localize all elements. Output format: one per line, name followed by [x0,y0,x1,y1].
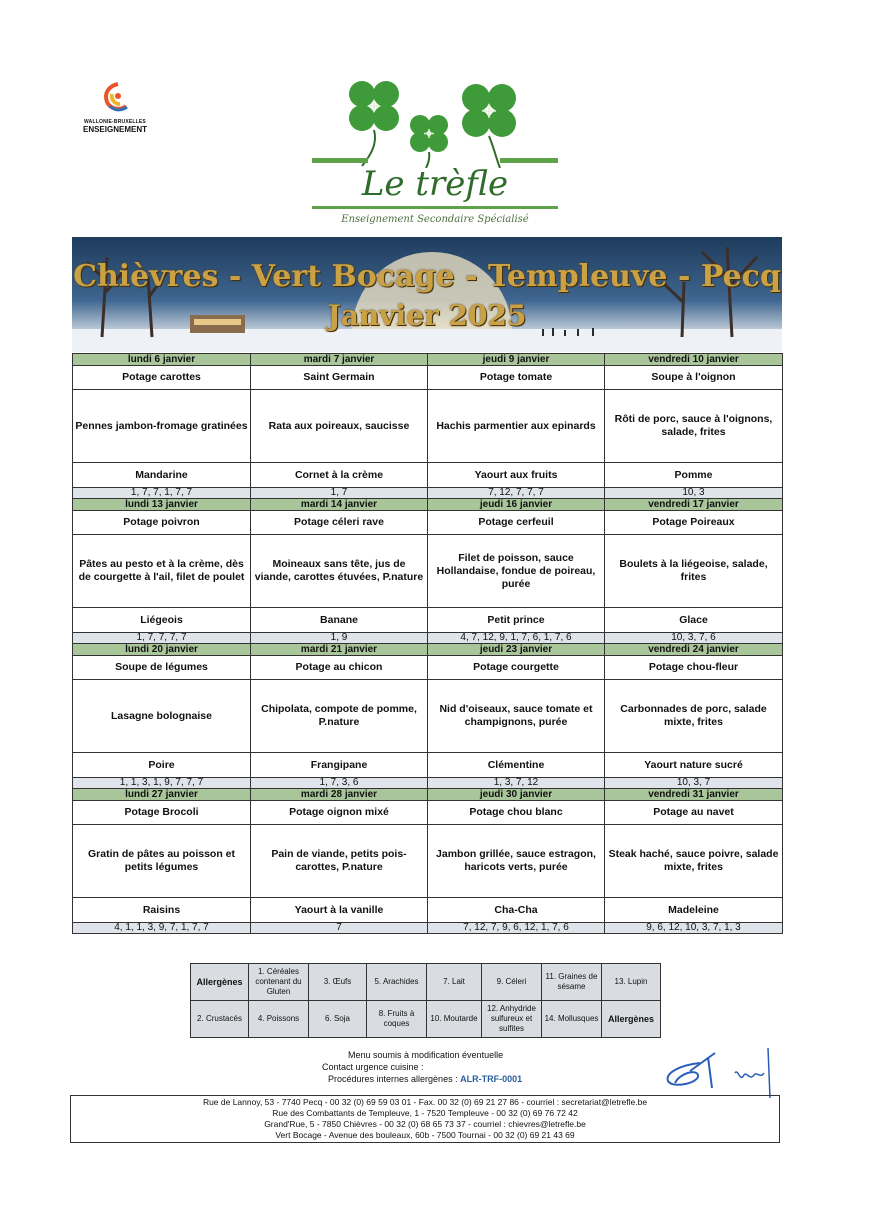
menu-main-cell: Pennes jambon-fromage gratinées [73,390,251,463]
menu-day-cell: jeudi 23 janvier [428,644,605,656]
menu-dessert-cell: Petit prince [428,608,605,633]
week-3-dessert-row [73,753,783,778]
week-2-allergens-row [73,633,783,644]
notes-contact: Contact urgence cuisine : [322,1062,424,1072]
menu-soup-cell: Potage Brocoli [73,801,251,825]
legend-allergen: 5. Arachides [367,964,427,1001]
notes-procedures-label: Procédures internes allergènes : [328,1074,458,1084]
menu-dessert-cell: Mandarine [73,463,251,488]
clover-icon [300,78,570,168]
menu-soup-cell: Potage tomate [428,366,605,390]
legend-allergen: 11. Graines de sésame [542,964,602,1001]
banner [72,237,782,352]
week-1-soup-row [73,366,783,390]
menu-dessert-cell: Raisins [73,898,251,923]
logo-bar-right [500,158,558,163]
menu-soup-cell: Potage chou-fleur [605,656,783,680]
menu-main-cell: Gratin de pâtes au poisson et petits légumes [73,825,251,898]
legend-allergen: 12. Anhydride sulfureux et sulfites [482,1001,542,1038]
menu-dessert-cell: Glace [605,608,783,633]
menu-main-cell: Carbonnades de porc, salade mixte, frites [605,680,783,753]
notes-procedures-ref: ALR-TRF-0001 [460,1074,523,1084]
legend-allergen: 3. Œufs [309,964,367,1001]
menu-main-cell: Rata aux poireaux, saucisse [251,390,428,463]
legend-row2 [191,1001,661,1038]
menu-allergens-cell: 1, 7 [251,488,428,499]
menu-day-cell: lundi 20 janvier [73,644,251,656]
menu-dessert-cell: Yaourt nature sucré [605,753,783,778]
menu-soup-cell: Potage chou blanc [428,801,605,825]
address-line: Grand'Rue, 5 - 7850 Chièvres - 00 32 (0) 68 65 73 37 - courriel : chievres@letrefle.be [264,1119,586,1129]
notes [300,1049,600,1085]
menu-soup-cell: Potage au chicon [251,656,428,680]
week-1-day-row [73,354,783,366]
menu-main-cell: Jambon grillée, sauce estragon, haricots verts, purée [428,825,605,898]
menu-day-cell: jeudi 16 janvier [428,499,605,511]
signature [660,1043,780,1103]
menu-allergens-cell: 7, 12, 7, 7, 7 [428,488,605,499]
logo-bar-bottom [312,206,558,209]
week-1-dessert-row [73,463,783,488]
menu-day-cell: mardi 21 janvier [251,644,428,656]
menu-allergens-cell: 9, 6, 12, 10, 3, 7, 1, 3 [605,923,783,934]
week-2-main-row [73,535,783,608]
legend-allergen: 6. Soja [309,1001,367,1038]
menu-soup-cell: Potage Poireaux [605,511,783,535]
week-4-soup-row [73,801,783,825]
menu-allergens-cell: 10, 3, 7, 6 [605,633,783,644]
address-line: Rue des Combattants de Templeuve, 1 - 7520 Templeuve - 00 32 (0) 69 76 72 42 [272,1108,578,1118]
week-1-main-row [73,390,783,463]
week-1-allergens-row [73,488,783,499]
fwb-mark-icon [98,80,132,114]
menu-day-cell: vendredi 24 janvier [605,644,783,656]
menu-day-cell: lundi 27 janvier [73,789,251,801]
menu-day-cell: vendredi 17 janvier [605,499,783,511]
menu-allergens-cell: 1, 7, 3, 6 [251,778,428,789]
menu-allergens-cell: 4, 1, 1, 3, 9, 7, 1, 7, 7 [73,923,251,934]
school-logo [300,78,570,228]
legend-row1 [191,964,661,1001]
winter-scene-icon [72,237,782,352]
legend-allergen: 9. Céleri [482,964,542,1001]
menu-main-cell: Boulets à la liégeoise, salade, frites [605,535,783,608]
menu-soup-cell: Potage carottes [73,366,251,390]
menu-allergens-cell: 10, 3 [605,488,783,499]
menu-day-cell: vendredi 10 janvier [605,354,783,366]
menu-main-cell: Steak haché, sauce poivre, salade mixte, frites [605,825,783,898]
fwb-line1: WALLONIE-BRUXELLES [84,119,146,125]
menu-dessert-cell: Yaourt à la vanille [251,898,428,923]
banner-title: Chièvres - Vert Bocage - Templeuve - Pecq [73,259,781,294]
fwb-line2: ENSEIGNEMENT [82,125,147,134]
menu-day-cell: vendredi 31 janvier [605,789,783,801]
week-3-soup-row [73,656,783,680]
menu-dessert-cell: Banane [251,608,428,633]
menu-day-cell: mardi 7 janvier [251,354,428,366]
address-line: Vert Bocage - Avenue des bouleaux, 60b - 7500 Tournai - 00 32 (0) 69 21 43 69 [275,1130,575,1140]
menu-soup-cell: Soupe de légumes [73,656,251,680]
week-3-main-row [73,680,783,753]
menu-dessert-cell: Madeleine [605,898,783,923]
menu-allergens-cell: 1, 9 [251,633,428,644]
menu-dessert-cell: Poire [73,753,251,778]
week-4-day-row [73,789,783,801]
school-name: Le trèfle [361,164,509,204]
legend-allergen: 4. Poissons [249,1001,309,1038]
menu-allergens-cell: 1, 7, 7, 7, 7 [73,633,251,644]
menu-main-cell: Hachis parmentier aux epinards [428,390,605,463]
legend-allergen: 1. Céréales contenant du Gluten [249,964,309,1001]
menu-allergens-cell: 1, 7, 7, 1, 7, 7 [73,488,251,499]
legend-allergen: 8. Fruits à coques [367,1001,427,1038]
menu-dessert-cell: Clémentine [428,753,605,778]
legend-allergen: 7. Lait [427,964,482,1001]
menu-day-cell: lundi 6 janvier [73,354,251,366]
menu-main-cell: Nid d'oiseaux, sauce tomate et champignons, purée [428,680,605,753]
menu-allergens-cell: 7 [251,923,428,934]
logo-bar-left [312,158,368,163]
menu-allergens-cell: 1, 1, 3, 1, 9, 7, 7, 7 [73,778,251,789]
menu-allergens-cell: 10, 3, 7 [605,778,783,789]
menu-allergens-cell: 1, 3, 7, 12 [428,778,605,789]
week-4-dessert-row [73,898,783,923]
menu-soup-cell: Potage au navet [605,801,783,825]
legend-header: Allergènes [191,964,249,1001]
menu-main-cell: Filet de poisson, sauce Hollandaise, fondue de poireau, purée [428,535,605,608]
menu-main-cell: Rôti de porc, sauce à l'oignons, salade, frites [605,390,783,463]
allergen-legend [190,963,661,1038]
legend-allergen: 10. Moutarde [427,1001,482,1038]
week-2-dessert-row [73,608,783,633]
week-2-day-row [73,499,783,511]
menu-main-cell: Chipolata, compote de pomme, P.nature [251,680,428,753]
school-subtitle: Enseignement Secondaire Spécialisé [341,214,529,225]
menu-main-cell: Lasagne bolognaise [73,680,251,753]
menu-dessert-cell: Pomme [605,463,783,488]
legend-allergen: 14. Mollusques [542,1001,602,1038]
menu-main-cell: Pain de viande, petits pois-carottes, P.nature [251,825,428,898]
menu-main-cell: Pâtes au pesto et à la crème, dès de courgette à l'ail, filet de poulet [73,535,251,608]
menu-main-cell: Moineaux sans tête, jus de viande, carottes étuvées, P.nature [251,535,428,608]
menu-soup-cell: Potage courgette [428,656,605,680]
notes-procedures [300,1073,600,1085]
menu-allergens-cell: 7, 12, 7, 9, 6, 12, 1, 7, 6 [428,923,605,934]
banner-month: Janvier 2025 [327,299,527,332]
menu-soup-cell: Soupe à l'oignon [605,366,783,390]
menu-day-cell: mardi 28 janvier [251,789,428,801]
menu-soup-cell: Potage cerfeuil [428,511,605,535]
menu-day-cell: jeudi 30 janvier [428,789,605,801]
menu-soup-cell: Potage oignon mixé [251,801,428,825]
legend-allergen: 2. Crustacés [191,1001,249,1038]
menu-dessert-cell: Cha-Cha [428,898,605,923]
legend-allergen: 13. Lupin [602,964,661,1001]
week-3-allergens-row [73,778,783,789]
legend-header: Allergènes [602,1001,661,1038]
menu-day-cell: mardi 14 janvier [251,499,428,511]
address-box [70,1095,780,1143]
menu-allergens-cell: 4, 7, 12, 9, 1, 7, 6, 1, 7, 6 [428,633,605,644]
menu-table [72,353,783,934]
menu-day-cell: jeudi 9 janvier [428,354,605,366]
week-3-day-row [73,644,783,656]
week-4-main-row [73,825,783,898]
menu-dessert-cell: Frangipane [251,753,428,778]
week-4-allergens-row [73,923,783,934]
menu-soup-cell: Potage céleri rave [251,511,428,535]
address-line: Rue de Lannoy, 53 - 7740 Pecq - 00 32 (0) 69 59 03 01 - Fax. 00 32 (0) 69 21 27 86 - courriel : secretariat@letrefle.be [202,1097,648,1107]
menu-soup-cell: Saint Germain [251,366,428,390]
menu-dessert-cell: Liégeois [73,608,251,633]
menu-dessert-cell: Yaourt aux fruits [428,463,605,488]
menu-day-cell: lundi 13 janvier [73,499,251,511]
menu-dessert-cell: Cornet à la crème [251,463,428,488]
menu-soup-cell: Potage poivron [73,511,251,535]
week-2-soup-row [73,511,783,535]
notes-modification: Menu soumis à modification éventuelle [348,1050,504,1060]
fwb-logo [70,80,160,134]
